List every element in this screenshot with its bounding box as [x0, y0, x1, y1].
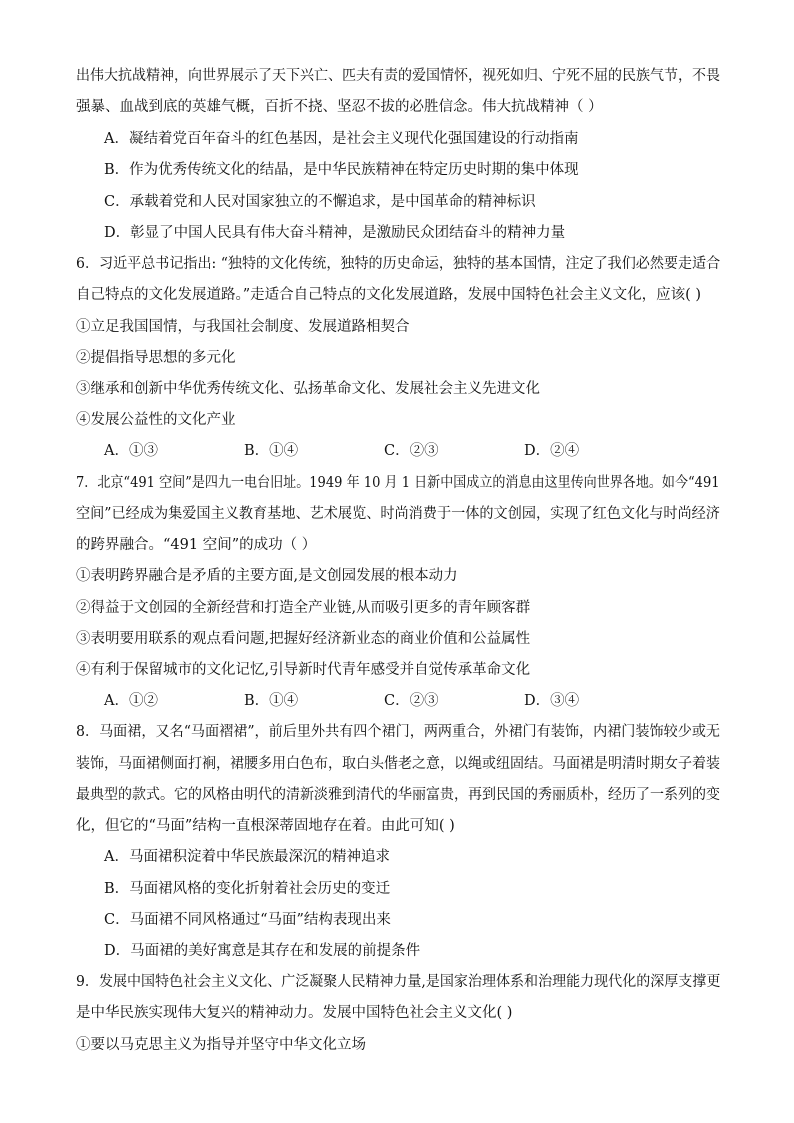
- q7-choices: [104, 691, 664, 711]
- q8-stem-line-1: 8．马面裙，又名“马面褶裙”，前后里外共有四个裙门，两两重合，外裙门有装饰，内裙门装饰较少或无: [76, 724, 721, 740]
- q7-stem-line-2: 空间”已经成为集爱国主义教育基地、艺术展览、时尚消费于一体的文创园，实现了红色文化与时尚经济: [76, 506, 720, 522]
- q6-item-1: ①立足我国国情，与我国社会制度、发展道路相契合: [76, 319, 410, 335]
- q6-stem-line-1: 6．习近平总书记指出: “独特的文化传统，独特的历史命运，独特的基本国情，注定了我们必然要走适合: [76, 256, 721, 272]
- q6-stem-line-2: 自己特点的文化发展道路。”走适合自己特点的文化发展道路，发展中国特色社会主义文化，应该( ): [76, 287, 702, 303]
- q7-item-1: ①表明跨界融合是矛盾的主要方面,是文创园发展的根本动力: [76, 568, 458, 584]
- q5-option-a: A．凝结着党百年奋斗的红色基因，是社会主义现代化强国建设的行动指南: [104, 131, 579, 147]
- q6-choice-d: D．②④: [524, 443, 580, 459]
- q9-stem-line-2: 是中华民族实现伟大复兴的精神动力。发展中国特色社会主义文化( ): [76, 1005, 513, 1021]
- q6-choices: [104, 441, 664, 461]
- q8-option-c: C．马面裙不同风格通过“马面”结构表现出来: [104, 912, 391, 928]
- q7-choice-a: A．①②: [104, 693, 158, 709]
- q6-item-4: ④发展公益性的文化产业: [76, 412, 236, 428]
- q7-stem-line-3: 的跨界融合。“491 空间”的成功（ ）: [76, 537, 317, 553]
- q7-item-4: ④有利于保留城市的文化记忆,引导新时代青年感受并自觉传承革命文化: [76, 662, 531, 678]
- q7-stem-line-1: 7．北京“491 空间”是四九一电台旧址。1949 年 10 月 1 日新中国成立的消息由这里传向世界各地。如今“491: [76, 475, 720, 491]
- q8-option-a: A．马面裙积淀着中华民族最深沉的精神追求: [104, 849, 390, 865]
- q7-choice-b: B．①④: [244, 693, 299, 709]
- q8-option-d: D．马面裙的美好寓意是其存在和发展的前提条件: [104, 943, 421, 959]
- q7-item-3: ③表明要用联系的观点看问题,把握好经济新业态的商业价值和公益属性: [76, 631, 531, 647]
- q5-stem-line-1: 出伟大抗战精神，向世界展示了天下兴亡、匹夫有责的爱国情怀，视死如归、宁死不屈的民族气节，不畏: [76, 68, 720, 84]
- q6-choice-a: A．①③: [104, 443, 158, 459]
- q9-item-1: ①要以马克思主义为指导并坚守中华文化立场: [76, 1037, 366, 1053]
- q5-option-d: D．彰显了中国人民具有伟大奋斗精神，是激励民众团结奋斗的精神力量: [104, 225, 566, 241]
- q6-choice-b: B．①④: [244, 443, 299, 459]
- q8-option-b: B．马面裙风格的变化折射着社会历史的变迁: [104, 881, 391, 897]
- q9-stem-line-1: 9．发展中国特色社会主义文化、广泛凝聚人民精神力量,是国家治理体系和治理能力现代化的深厚支撑更: [76, 974, 721, 990]
- q6-item-2: ②提倡指导思想的多元化: [76, 350, 236, 366]
- q6-choice-c: C．②③: [384, 443, 439, 459]
- q6-item-3: ③继承和创新中华优秀传统文化、弘扬革命文化、发展社会主义先进文化: [76, 381, 540, 397]
- q7-choice-d: D．③④: [524, 693, 580, 709]
- q5-option-b: B．作为优秀传统文化的结晶，是中华民族精神在特定历史时期的集中体现: [104, 162, 579, 178]
- q8-stem-line-3: 最典型的款式。它的风格由明代的清新淡雅到清代的华丽富贵，再到民国的秀丽质朴，经历了一系列的变: [76, 787, 720, 803]
- q8-stem-line-4: 化，但它的“马面”结构一直根深蒂固地存在着。由此可知( ): [76, 818, 455, 834]
- q8-stem-line-2: 装饰，马面裙侧面打裥，裙腰多用白色布，取白头偕老之意，以绳或纽固结。马面裙是明清时期女子着装: [76, 756, 720, 772]
- q7-item-2: ②得益于文创园的全新经营和打造全产业链,从而吸引更多的青年顾客群: [76, 600, 531, 616]
- q5-option-c: C．承载着党和人民对国家独立的不懈追求，是中国革命的精神标识: [104, 194, 536, 210]
- q7-choice-c: C．②③: [384, 693, 439, 709]
- q5-stem-line-2: 强暴、血战到底的英雄气概，百折不挠、坚忍不拔的必胜信念。伟大抗战精神（ ）: [76, 99, 603, 115]
